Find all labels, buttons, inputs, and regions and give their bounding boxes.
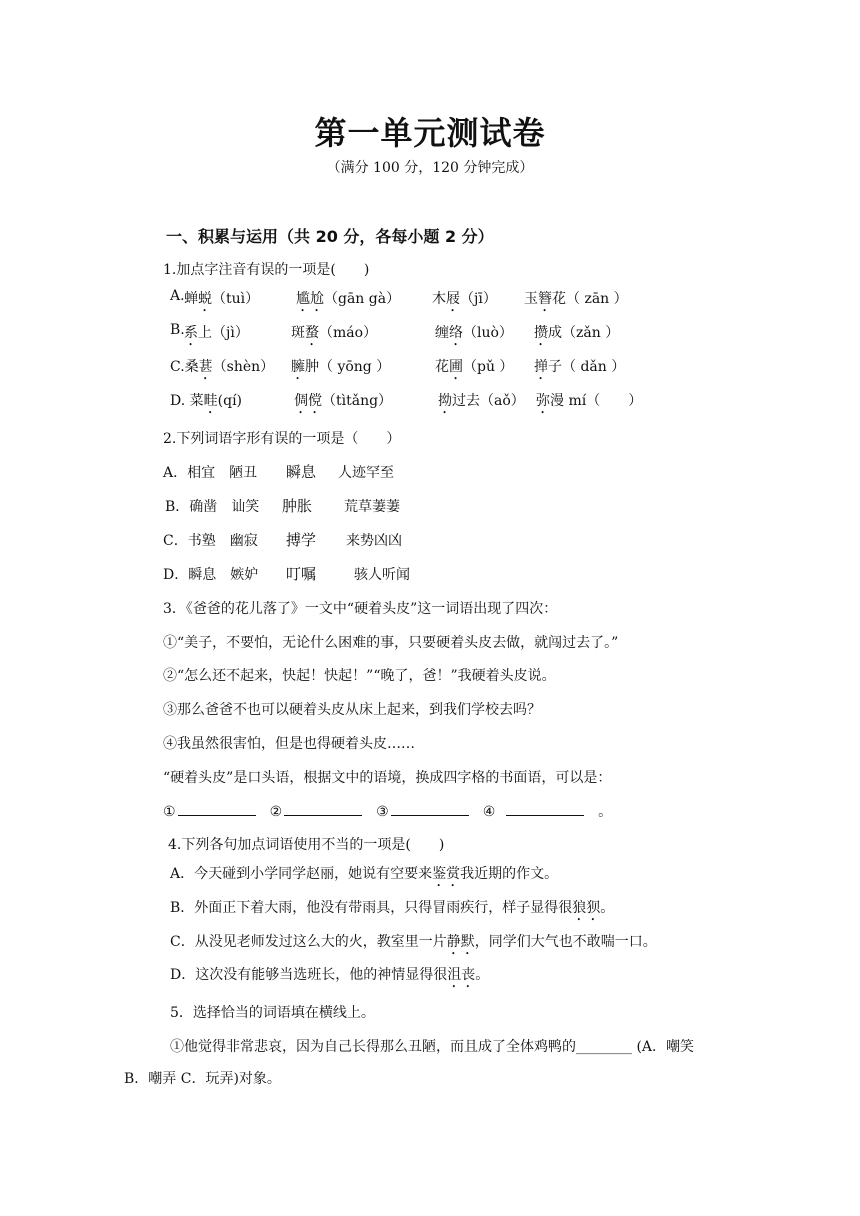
q1c-word2: 臃肿（ yōng ） — [291, 359, 391, 375]
q1a-word1: 蝉蜕（tuì） — [184, 291, 260, 307]
q1d-word2: 倜傥（tìtǎng） — [294, 393, 393, 409]
q3-line1: ①“美子，不要怕，无论什么困难的事，只要硬着头皮去做，就闯过去了。” — [163, 635, 619, 651]
q4-option-a: A．今天碰到小学同学赵丽，她说有空要来鉴赏我近期的作文。 — [170, 866, 559, 882]
q3-line2: ②“怎么还不起来，快起！快起！”“晚了，爸！”我硬着头皮说。 — [163, 668, 556, 684]
q1a-label: A. — [170, 288, 185, 304]
q5-stem: 5．选择恰当的词语填在横线上。 — [170, 1005, 375, 1021]
blank2-line[interactable] — [284, 801, 362, 816]
q4-option-d: D．这次没有能够当选班长，他的神情显得很沮丧。 — [170, 967, 490, 983]
q1c-word3: 花圃（pǔ ） — [435, 359, 514, 375]
q1a-word3: 木屐（jī） — [432, 291, 497, 307]
q1-stem: 1.加点字注音有误的一项是( ) — [163, 262, 370, 278]
page-title: 第一单元测试卷 — [314, 114, 546, 152]
q2b-part1: B．确凿 讪笑 — [165, 499, 260, 515]
blank3-line[interactable] — [391, 801, 469, 816]
q1d-word1: D. 菜畦(qí) — [170, 393, 243, 409]
q2-stem: 2.下列词语字形有误的一项是（ ） — [163, 431, 401, 447]
page-subtitle: （满分 100 分，120 分钟完成） — [326, 160, 534, 176]
blank4-label: ④ — [482, 804, 496, 820]
blank3-label: ③ — [376, 804, 389, 820]
q3-ask: “硬着头皮”是口头语，根据文中的语境，换成四字格的书面语，可以是： — [163, 770, 612, 786]
q2a-part3: 人迹罕至 — [338, 465, 394, 481]
q1b-label: B. — [170, 322, 185, 338]
q1b-word4: 攒成（zǎn ） — [534, 325, 620, 341]
blank-end: 。 — [598, 804, 613, 820]
q2d-part3: 骇人听闻 — [354, 567, 410, 583]
section-heading: 一、积累与运用（共 20 分，各每小题 2 分） — [166, 227, 494, 246]
q1c-word1: C.桑葚（shèn） — [170, 359, 275, 375]
q2a-part2: 瞬息 — [286, 463, 317, 481]
q4-stem: 4.下列各句加点词语使用不当的一项是( ) — [168, 837, 445, 853]
q2d-part2: 叮嘱 — [286, 565, 317, 583]
q3-blanks — [163, 801, 612, 821]
q2d-part1: D．瞬息 嫉妒 — [163, 567, 259, 583]
q2c-part3: 来势凶凶 — [346, 533, 402, 549]
q1d-word3: 拗过去（aǒ） — [438, 393, 525, 409]
q1d-word4: 弥漫 mí（ ） — [536, 393, 643, 409]
blank4-line[interactable] — [506, 801, 584, 816]
q2b-part3: 荒草萋萋 — [344, 499, 400, 515]
q2b-part2: 肿胀 — [282, 497, 313, 515]
q5-line1: ①他觉得非常悲哀，因为自己长得那么丑陋，而且成了全体鸡鸭的________ (A．嘲笑 — [170, 1039, 695, 1055]
q5-line2: B．嘲弄 C．玩弄)对象。 — [124, 1071, 281, 1087]
q2a-part1: A．相宜 陋丑 — [163, 465, 258, 481]
blank2-label: ② — [269, 804, 283, 820]
q1b-word2: 斑蝥（máo） — [291, 325, 378, 341]
q2c-part1: C．书塾 幽寂 — [163, 533, 258, 549]
q4-option-c: C．从没见老师发过这么大的火，教室里一片静默，同学们大气也不敢喘一口。 — [170, 934, 657, 950]
q3-line3: ③那么爸爸不也可以硬着头皮从床上起来，到我们学校去吗？ — [163, 702, 541, 718]
q1a-word4: 玉簪花（ zān ） — [524, 291, 628, 307]
blank1-label: ① — [163, 804, 176, 820]
q3-stem: 3．《爸爸的花儿落了》一文中“硬着头皮”这一词语出现了四次： — [163, 601, 558, 617]
q3-line4: ④我虽然很害怕，但是也得硬着头皮…… — [163, 736, 415, 752]
q1b-word3: 缠络（luò） — [435, 325, 513, 341]
q1b-word1: 系上（jì） — [184, 325, 249, 341]
q1a-word2: 尴尬（gān gà） — [296, 291, 401, 307]
q2c-part2: 搏学 — [286, 531, 317, 549]
q4-option-b: B．外面正下着大雨，他没有带雨具，只得冒雨疾行，样子显得很狼狈。 — [170, 900, 615, 916]
blank1-line[interactable] — [178, 801, 256, 816]
q1c-word4: 掸子（ dǎn ） — [534, 359, 626, 375]
